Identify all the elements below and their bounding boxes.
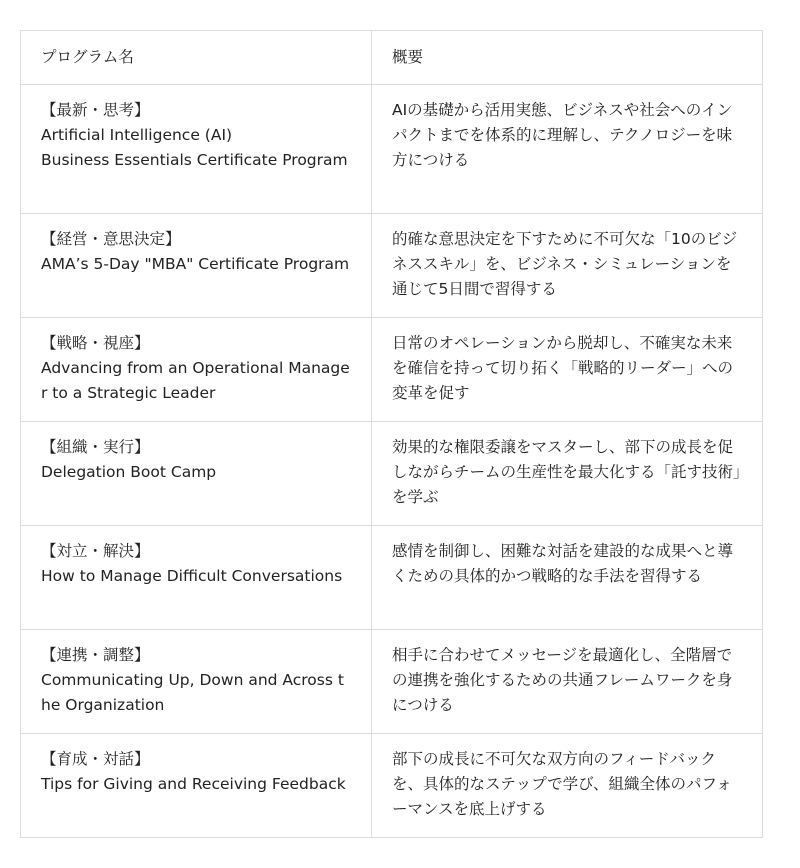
- table-row: [21, 734, 763, 838]
- program-title: Artificial Intelligence (AI): [41, 126, 233, 144]
- program-title: Tips for Giving and Receiving Feedback: [41, 775, 346, 793]
- program-summary: 感情を制御し、困難な対話を建設的な成果へと導くための具体的かつ戦略的な手法を習得する: [372, 526, 763, 630]
- program-title: Business Essentials Certificate Program: [41, 151, 348, 169]
- table-row: [21, 630, 763, 734]
- program-summary: 効果的な権限委譲をマスターし、部下の成長を促しながらチームの生産性を最大化する「託す技術」を学ぶ: [372, 422, 763, 526]
- program-name-cell: [21, 526, 372, 630]
- header-summary: 概要: [372, 31, 763, 85]
- table-row: [21, 214, 763, 318]
- program-title: How to Manage Difficult Conversations: [41, 567, 343, 585]
- program-summary: AIの基礎から活用実態、ビジネスや社会へのインパクトまでを体系的に理解し、テクノロジーを味方につける: [372, 85, 763, 214]
- program-title: Advancing from an Operational Manager to a Strategic Leader: [41, 359, 350, 402]
- program-name-cell: [21, 630, 372, 734]
- header-program-name: プログラム名: [21, 31, 372, 85]
- program-summary: 的確な意思決定を下すために不可欠な「10のビジネススキル」を、ビジネス・シミュレーションを通じて5日間で習得する: [372, 214, 763, 318]
- program-name-cell: [21, 85, 372, 214]
- table-row: [21, 526, 763, 630]
- table-row: [21, 422, 763, 526]
- program-table: [20, 30, 763, 838]
- program-category: 【育成・対話】: [41, 750, 150, 768]
- program-name-cell: [21, 214, 372, 318]
- program-category: 【対立・解決】: [41, 542, 150, 560]
- program-category: 【戦略・視座】: [41, 334, 150, 352]
- program-title: Communicating Up, Down and Across the Organization: [41, 671, 344, 714]
- program-category: 【連携・調整】: [41, 646, 150, 664]
- program-summary: 部下の成長に不可欠な双方向のフィードバックを、具体的なステップで学び、組織全体のパフォーマンスを底上げする: [372, 734, 763, 838]
- program-name-cell: [21, 422, 372, 526]
- program-category: 【組織・実行】: [41, 438, 150, 456]
- program-summary: 日常のオペレーションから脱却し、不確実な未来を確信を持って切り拓く「戦略的リーダー」への変革を促す: [372, 318, 763, 422]
- program-name-cell: [21, 734, 372, 838]
- program-title: Delegation Boot Camp: [41, 463, 217, 481]
- table-row: [21, 85, 763, 214]
- program-name-cell: [21, 318, 372, 422]
- program-summary: 相手に合わせてメッセージを最適化し、全階層での連携を強化するための共通フレームワークを身につける: [372, 630, 763, 734]
- table-header-row: [21, 31, 763, 85]
- program-category: 【経営・意思決定】: [41, 230, 181, 248]
- program-table-container: [20, 30, 762, 838]
- table-row: [21, 318, 763, 422]
- program-title: AMA’s 5-Day "MBA" Certificate Program: [41, 255, 350, 273]
- program-category: 【最新・思考】: [41, 101, 150, 119]
